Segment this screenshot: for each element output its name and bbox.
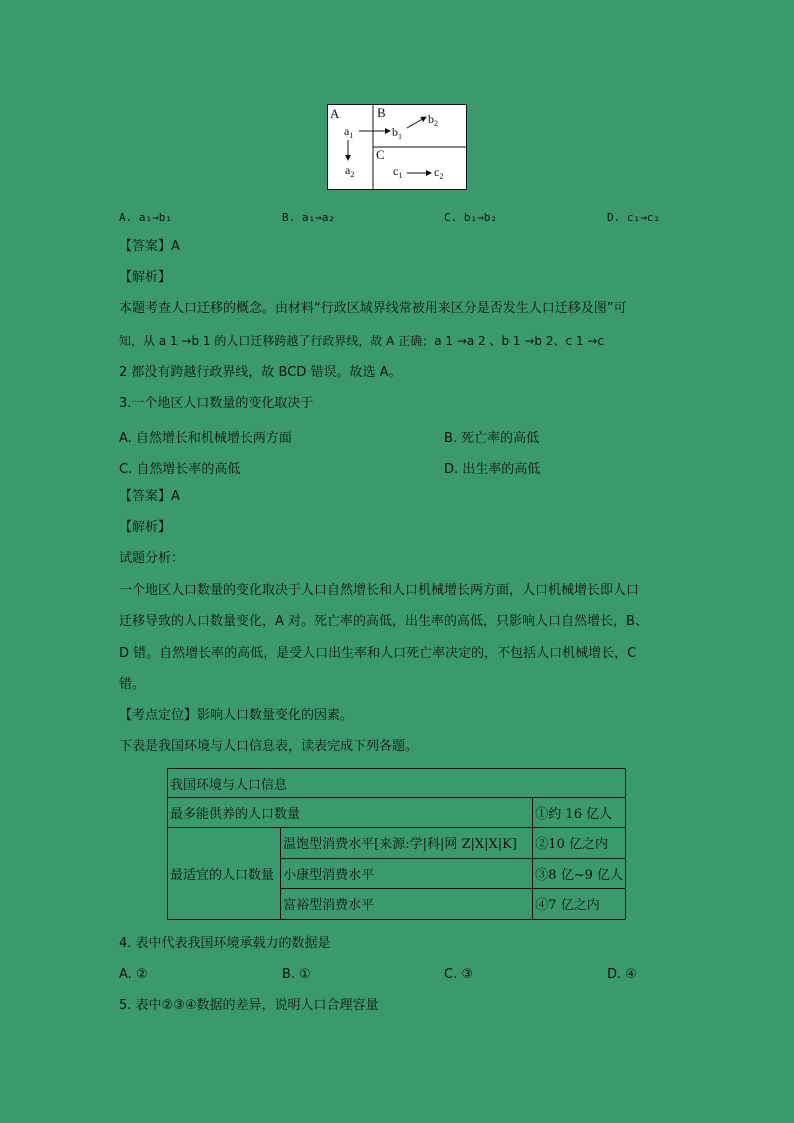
region-c-label: C <box>376 147 385 162</box>
point-b2: $b_2$ <box>428 112 438 128</box>
q3-analysis-intro: 试题分析： <box>119 551 185 566</box>
q4-option-b: B. ① <box>282 967 311 982</box>
point-a1: $a_1$ <box>344 124 354 140</box>
point-b1: $b_1$ <box>392 125 402 141</box>
point-c1: $c_1$ <box>393 164 403 180</box>
point-c2: $c_2$ <box>434 165 444 181</box>
q3-option-d: D. 出生率的高低 <box>444 462 541 477</box>
point-a2: $a_2$ <box>345 163 355 179</box>
q2-answer: 【答案】A <box>119 239 180 254</box>
table-row-value: ④7 亿之内 <box>533 888 626 919</box>
q3-analysis-line: 迁移导致的人口数量变化，A 对。死亡率的高低，出生率的高低，只影响人口自然增长，B、 <box>119 614 648 629</box>
table-row-value: ③8 亿~9 亿人 <box>533 858 626 888</box>
q3-keypoint: 【考点定位】影响人口数量变化的因素。 <box>119 708 354 723</box>
region-b-label: B <box>377 105 386 120</box>
q4-option-c: C. ③ <box>444 967 473 982</box>
q5-stem: 5. 表中②③④数据的差异，说明人口合理容量 <box>119 998 379 1013</box>
q2-analysis-line: 知，从 a 1 →b 1 的人口迁移跨越了行政界线，故 A 正确；a 1 →a 2 、b 1 →b 2、c 1 →c <box>119 334 605 348</box>
q3-analysis-line: 一个地区人口数量的变化取决于人口自然增长和人口机械增长两方面，人口机械增长即人口 <box>119 583 640 598</box>
table-header: 我国环境与人口信息 <box>168 769 626 798</box>
q3-option-a: A. 自然增长和机械增长两方面 <box>119 431 292 446</box>
q3-option-b: B. 死亡率的高低 <box>444 431 540 446</box>
table-row-value: ②10 亿之内 <box>533 828 626 858</box>
table-row-label: 温饱型消费水平[来源:学|科|网 Z|X|X|K] <box>281 828 533 858</box>
q2-analysis-line: 本题考查人口迁移的概念。由材料“行政区域界线常被用来区分是否发生人口迁移及图”可 <box>119 301 627 316</box>
q3-analysis-line: D 错。自然增长率的高低，是受人口出生率和人口死亡率决定的，不包括人口机械增长，C <box>119 646 637 661</box>
q3-analysis-label: 【解析】 <box>119 520 172 535</box>
q4-option-d: D. ④ <box>607 967 637 982</box>
table-row-label: 小康型消费水平 <box>281 858 533 888</box>
table-max-value: ①约 16 亿人 <box>533 798 626 828</box>
population-info-table <box>167 768 626 920</box>
q2-option-c: C. b₁→b₂ <box>444 211 497 224</box>
q2-option-d: D. c₁→c₂ <box>607 211 660 224</box>
q4-stem: 4. 表中代表我国环境承载力的数据是 <box>119 936 331 951</box>
q2-option-b: B. a₁→a₂ <box>282 211 335 224</box>
q2-option-a: A. a₁→b₁ <box>119 211 172 224</box>
table-opt-label: 最适宜的人口数量 <box>168 828 281 920</box>
q2-analysis-label: 【解析】 <box>119 270 172 285</box>
q3-stem: 3.一个地区人口数量的变化取决于 <box>119 396 314 411</box>
table-intro: 下表是我国环境与人口信息表，读表完成下列各题。 <box>119 739 419 754</box>
migration-diagram <box>327 104 467 190</box>
q4-option-a: A. ② <box>119 967 148 982</box>
q3-analysis-line: 错。 <box>119 677 146 692</box>
q3-answer: 【答案】A <box>119 489 180 504</box>
region-a-label: A <box>330 106 340 121</box>
q3-option-c: C. 自然增长率的高低 <box>119 462 241 477</box>
table-row-label: 富裕型消费水平 <box>281 888 533 919</box>
q2-analysis-line: 2 都没有跨越行政界线，故 BCD 错误。故选 A。 <box>119 365 402 380</box>
table-max-label: 最多能供养的人口数量 <box>168 798 533 828</box>
